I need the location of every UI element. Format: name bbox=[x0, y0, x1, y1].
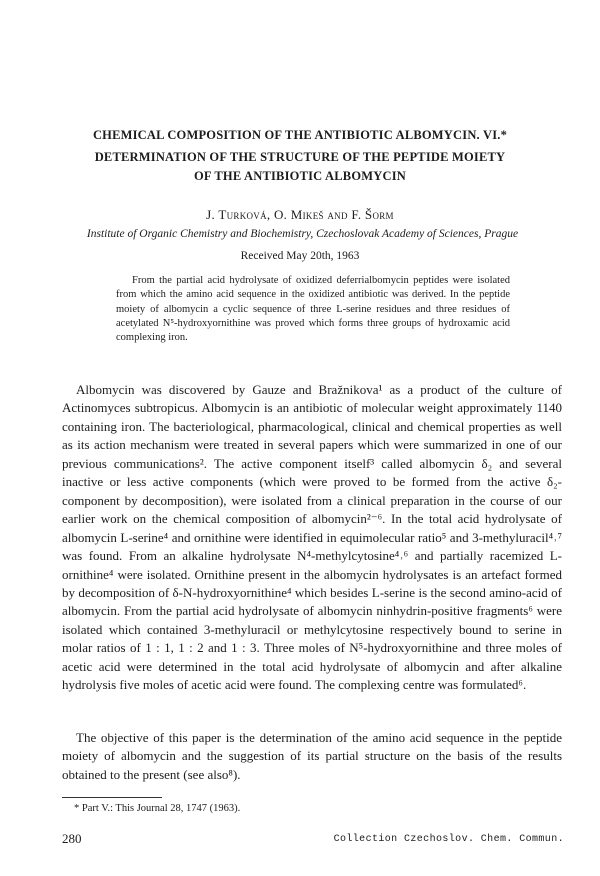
article-title-line-2: DETERMINATION OF THE STRUCTURE OF THE PEPTIDE MOIETY bbox=[94, 150, 506, 164]
footnote: * Part V.: This Journal 28, 1747 (1963). bbox=[74, 803, 241, 814]
journal-name: Collection Czechoslov. Chem. Commun. bbox=[333, 834, 564, 845]
article-title-line-3: OF THE ANTIBIOTIC ALBOMYCIN bbox=[193, 169, 407, 183]
authors: J. Turková, O. Mikeš and F. Šorm bbox=[206, 207, 394, 222]
abstract: From the partial acid hydrolysate of oxidized deferrialbomycin peptides were isolated from which the amino acid sequence in the oxidized antibiotic was derived. In the peptide moiety of albomycin a cyclic sequence of three L-serine residues and three residues of acetylated N⁵-hydroxyornithine was proved which forms three groups of hydroxamic acid complexing iron. bbox=[116, 275, 510, 344]
received-date: Received May 20th, 1963 bbox=[240, 250, 360, 262]
institute-affiliation: Institute of Organic Chemistry and Biochemistry, Czechoslovak Academy of Sciences, Prague bbox=[86, 228, 519, 240]
footnote-divider bbox=[62, 797, 162, 798]
body-paragraph-2: The objective of this paper is the determination of the amino acid sequence in the peptide moiety of albomycin and the suggestion of its partial structure on the basis of the results obtained to the present (see also⁸). bbox=[62, 730, 562, 782]
page-number: 280 bbox=[62, 831, 82, 846]
article-title-line-1: CHEMICAL COMPOSITION OF THE ANTIBIOTIC ALBOMYCIN. VI.* bbox=[92, 128, 508, 142]
body-paragraph-1: Albomycin was discovered by Gauze and Bražnikova¹ as a product of the culture of Actinomyces subtropicus. Albomycin is an antibiotic of molecular weight approximately 1140 containing iron. The bacteriological, pharmacological, clinical and chemical properties as well as its action mechanism were treated in several papers which were summarized in one of our previous communications². The active component itself³ called albomycin δ₂ and several inactive or less active components (which were proved to be formed from the active δ₂-component by decomposition), were isolated from a clinical preparation in the course of our earlier work on the chemical composition of albomycin²⁻⁶. In the total acid hydrolysate of albomycin L-serine⁴ and ornithine were identified in equimolecular ratio⁵ and 3-methyluracil⁴˒⁷ was found. From an alkaline hydrolysate N⁴-methylcytosine⁴˒⁶ and partially racemized L-ornithine⁴ were isolated. Ornithine present in the albomycin hydrolysates is an artefact formed by decomposition of δ-N-hydroxyornithine⁴ which besides L-serine is the second amino-acid of albomycin. From the partial acid hydrolysate of albomycin ninhydrin-positive fragments⁶ were isolated which contained 3-methyluracil or methylcytosine respectively bound to serine in molar ratios of 1 : 1, 1 : 2 and 1 : 3. Three moles of N⁵-hydroxyornithine and three moles of acetic acid were determined in the total acid hydrolysate of albomycin and after alkaline hydrolysis five moles of acetic acid were found. The complexing centre was formulated⁶. bbox=[62, 382, 562, 693]
